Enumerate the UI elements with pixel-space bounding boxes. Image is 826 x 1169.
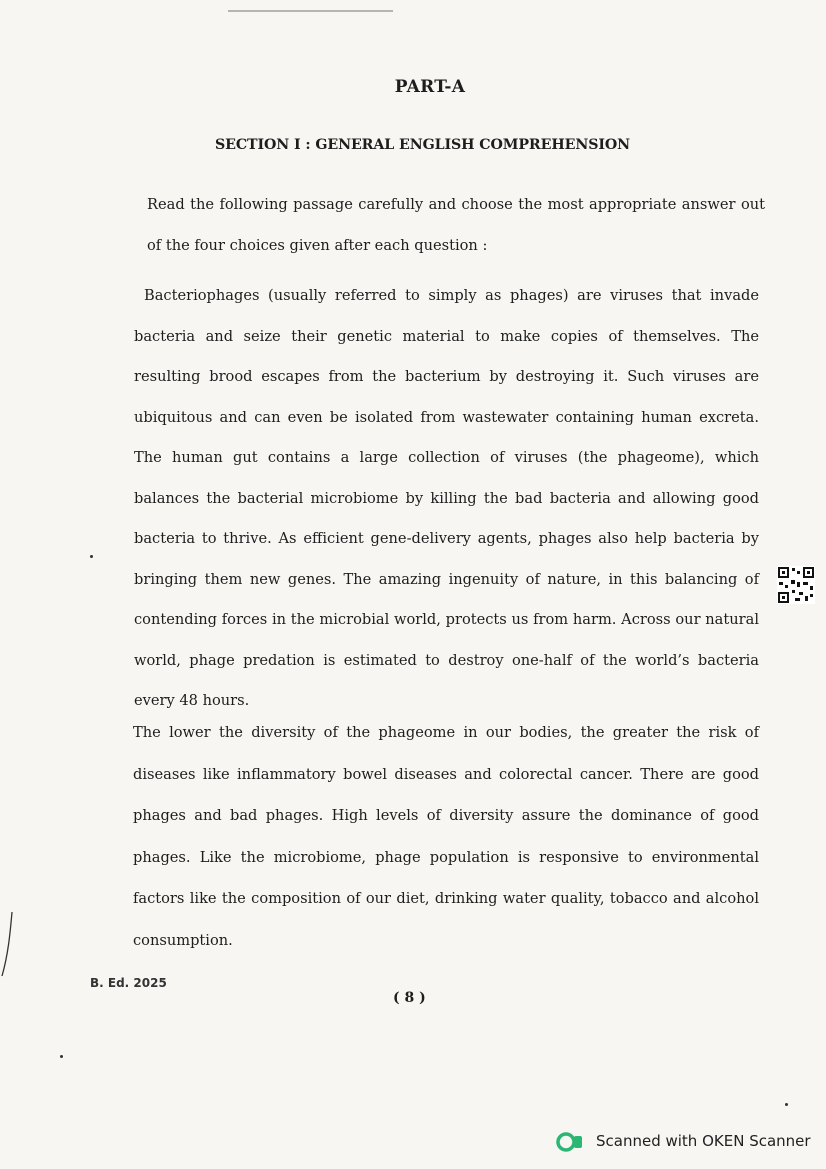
stray-dot — [90, 555, 93, 558]
qr-code-icon — [777, 566, 815, 604]
passage-paragraph-1: Bacteriophages (usually referred to simply as phages) are viruses that invade bacteria and seize their genetic material to make copies of themselves. The resulting brood escapes from the bacterium by destroying it. Such viruses are ubiquitous and can even be isolated from wastewater containing human excreta. The human gut contains a large collection of viruses (the phageome), which balances the bacterial microbiome by killing the bad bacteria and allowing good bacteria to thrive. As efficient gene-delivery agents, phages also help bacteria by bringing them new genes. The amazing ingenuity of nature, in this balancing of contending forces in the microbial world, protects us from harm. Across our natural world, phage predation is estimated to destroy one-half of the world’s bacteria every 48 hours. — [134, 287, 759, 709]
passage-paragraph-2: The lower the diversity of the phageome in our bodies, the greater the risk of diseases like inflammatory bowel diseases and colorectal cancer. There are good phages and bad phages. High levels of diversity assure the dominance of good phages. Like the microbiome, phage population is responsive to environmental factors like the composition of our diet, drinking water quality, tobacco and alcohol consumption. — [133, 724, 759, 949]
stray-dot — [785, 1103, 788, 1106]
margin-mark — [0, 910, 16, 980]
stray-dot — [60, 1055, 63, 1058]
page-number: ( 8 ) — [393, 990, 426, 1006]
oken-scanner-logo-icon — [556, 1131, 584, 1153]
scanner-watermark: Scanned with OKEN Scanner — [596, 1132, 811, 1150]
top-rule — [228, 10, 393, 12]
section-title: SECTION I : GENERAL ENGLISH COMPREHENSION — [215, 137, 631, 153]
part-title: PART-A — [394, 77, 466, 97]
instruction-text: Read the following passage carefully and choose the most appropriate answer out of the four choices given after each question : — [147, 196, 765, 254]
footer-code: B. Ed. 2025 — [90, 976, 167, 990]
